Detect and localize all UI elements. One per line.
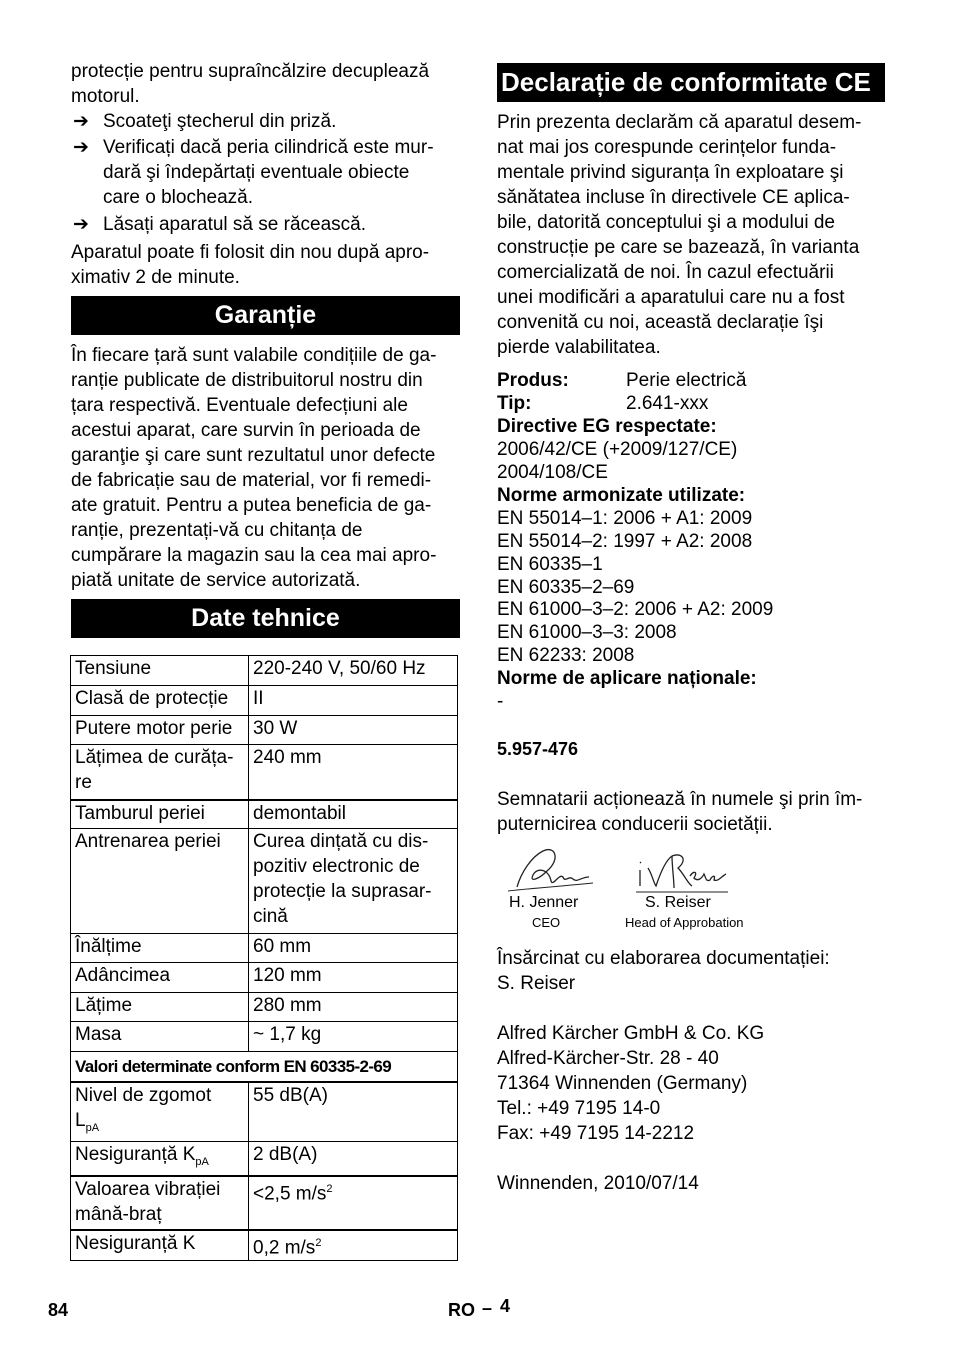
- page-number: 84: [48, 1300, 69, 1320]
- spec-key-subscript: pA: [195, 1155, 209, 1168]
- spec-value-text: 55 dB(A): [253, 1085, 328, 1106]
- spec-key: [71, 829, 249, 934]
- spec-key-text: Lățimea de curăța-: [75, 747, 234, 768]
- body-line: ximativ 2 de minute.: [71, 267, 240, 288]
- garantie-heading-text: Garanție: [214, 301, 317, 329]
- reiser-signature-icon: [632, 850, 732, 895]
- norme-line: EN 62233: 2008: [497, 645, 635, 666]
- address-line: Fax: +49 7195 14-2212: [497, 1123, 695, 1144]
- spec-value: [249, 829, 458, 934]
- spec-key-text: Valoarea vibrației: [75, 1178, 221, 1200]
- spec-key-text: Putere motor perie: [75, 718, 233, 739]
- body-line: Aparatul poate fi folosit din nou după apro-: [71, 242, 430, 263]
- garantie-line: cumpărare la magazin sau la cea mai apro-: [71, 545, 437, 566]
- spec-key: [71, 1022, 249, 1052]
- garantie-heading: [71, 296, 460, 335]
- address-line: Alfred-Kärcher-Str. 28 - 40: [497, 1048, 719, 1069]
- spec-key-text: Masa: [75, 1024, 122, 1045]
- ce-heading: [497, 63, 885, 102]
- table-row: [71, 686, 458, 716]
- garantie-line: țara respectivă. Eventuale defecțiuni ale: [71, 395, 408, 416]
- intro-line: protecție pentru supraîncălzire decuplează: [71, 61, 430, 82]
- spec-value: [249, 745, 458, 800]
- signer1-role: CEO: [532, 915, 561, 930]
- spec-value-text: 30 W: [253, 718, 298, 739]
- garantie-line: acestui aparat, care survin în perioada de: [71, 420, 421, 441]
- arrow-icon: ➔: [73, 111, 89, 132]
- spec-value-superscript: 2: [315, 1236, 322, 1249]
- signers-line: puternicirea conducerii societății.: [497, 814, 773, 835]
- nationale-label: Norme de aplicare naționale:: [497, 668, 757, 689]
- norme-line: EN 61000–3–3: 2008: [497, 622, 677, 643]
- table-row: [71, 963, 458, 993]
- spec-key-text: Nivel de zgomot: [75, 1085, 212, 1106]
- spec-key-text: re: [75, 772, 92, 793]
- table-row: [71, 745, 458, 800]
- ce-line: Prin prezenta declarăm că aparatul desem-: [497, 112, 862, 133]
- spec-value-superscript: 2: [326, 1182, 333, 1195]
- produs-label: Produs:: [497, 370, 569, 391]
- spec-value-text: protecție la suprasar-: [253, 881, 432, 902]
- signers-line: Semnatarii acționează în numele şi prin îm-: [497, 789, 863, 810]
- garantie-line: ranție, prezentați-vă cu chitanța de: [71, 520, 363, 541]
- ce-line: nat mai jos corespunde cerințelor funda-: [497, 137, 837, 158]
- spec-value-text: 120 mm: [253, 965, 322, 986]
- spec-value-text: 220-240 V, 50/60 Hz: [253, 658, 426, 679]
- spec-value: [249, 800, 458, 829]
- spec-key: [71, 716, 249, 745]
- spec-key-text: Înălțime: [75, 936, 142, 957]
- garantie-line: ate gratuit. Pentru a putea beneficia de ga-: [71, 495, 432, 516]
- garantie-line: piată unitate de service autorizată.: [71, 570, 361, 591]
- spec-key-text: Nesiguranță K: [75, 1232, 196, 1254]
- table-row: [71, 993, 458, 1022]
- spec-value-text: 0,2 m/s: [253, 1236, 316, 1258]
- table-row: [71, 1230, 458, 1261]
- table-row: [71, 1176, 458, 1230]
- ce-heading-text: Declarație de conformitate CE: [501, 67, 871, 97]
- directive-line: 2004/108/CE: [497, 462, 608, 483]
- table-row: [71, 656, 458, 686]
- spec-value: [249, 1230, 458, 1261]
- tip-value: 2.641-xxx: [626, 393, 709, 414]
- spec-value-text: Curea dințată cu dis-: [253, 831, 429, 852]
- spec-key: [71, 656, 249, 686]
- table-row: [71, 800, 458, 829]
- table-row: [71, 1141, 458, 1175]
- norme-line: EN 55014–1: 2006 + A1: 2009: [497, 508, 753, 529]
- date-tehnice-heading-text: Date tehnice: [191, 604, 340, 632]
- spec-key-text: Adâncimea: [75, 965, 171, 986]
- jenner-signature-icon: [503, 843, 598, 898]
- spec-key: [71, 800, 249, 829]
- spec-key: [71, 934, 249, 963]
- spec-value-text: 240 mm: [253, 747, 322, 768]
- ce-line: bile, datorită conceptului şi a modului de: [497, 212, 835, 233]
- spec-key: [71, 745, 249, 800]
- ce-line: unei modificări a aparatului care nu a fost: [497, 287, 845, 308]
- ce-line: mentale privind siguranța în exploatare şi: [497, 162, 844, 183]
- table-row: [71, 716, 458, 745]
- spec-value: [249, 1082, 458, 1141]
- date-tehnice-heading: [71, 599, 460, 638]
- norme-line: EN 60335–1: [497, 554, 603, 575]
- spec-key-text: Tamburul periei: [75, 802, 205, 824]
- spec-key: [71, 993, 249, 1022]
- spec-value-text: cină: [253, 906, 288, 927]
- spec-key-text: Tensiune: [75, 658, 152, 679]
- place-date: Winnenden, 2010/07/14: [497, 1173, 699, 1194]
- arrow-icon: ➔: [73, 214, 89, 235]
- footer-section-number: 4: [500, 1296, 511, 1316]
- spec-value: [249, 686, 458, 716]
- spec-value-text: II: [253, 688, 264, 709]
- responsible-line: Însărcinat cu elaborarea documentației:: [497, 948, 830, 969]
- tip-label: Tip:: [497, 393, 532, 414]
- spec-value: [249, 1141, 458, 1175]
- bullet-line: care o blochează.: [103, 187, 253, 208]
- doc-number: 5.957-476: [497, 739, 579, 759]
- address-line: Tel.: +49 7195 14-0: [497, 1098, 661, 1119]
- spec-key: [71, 1176, 249, 1230]
- bullet-line: Verificați dacă peria cilindrică este mur-: [103, 137, 434, 158]
- intro-line: motorul.: [71, 86, 140, 107]
- spec-value-text: 60 mm: [253, 936, 312, 957]
- spec-value: [249, 963, 458, 993]
- ce-line: sănătatea incluse în directivele CE aplica-: [497, 187, 850, 208]
- signer1-name: H. Jenner: [509, 894, 579, 911]
- norme-line: EN 60335–2–69: [497, 577, 635, 598]
- spec-key-text: mână-braț: [75, 1203, 162, 1225]
- spec-value-text: 2 dB(A): [253, 1143, 318, 1165]
- spec-value-text: pozitiv electronic de: [253, 856, 420, 877]
- norme-line: EN 55014–2: 1997 + A2: 2008: [497, 531, 753, 552]
- spec-value-text: demontabil: [253, 802, 346, 824]
- responsible-line: S. Reiser: [497, 973, 576, 994]
- spec-value: [249, 656, 458, 686]
- garantie-line: ranție publicate de distribuitorul nostru din: [71, 370, 423, 391]
- signer2-role: Head of Approbation: [625, 915, 744, 930]
- spec-value: [249, 993, 458, 1022]
- table-row: [71, 1022, 458, 1052]
- footer-dash: –: [482, 1298, 493, 1318]
- spec-key: [71, 963, 249, 993]
- garantie-line: În fiecare țară sunt valabile condițiile de ga-: [71, 345, 437, 366]
- spec-value: [249, 1022, 458, 1052]
- address-line: Alfred Kärcher GmbH & Co. KG: [497, 1023, 765, 1044]
- norme-line: EN 61000–3–2: 2006 + A2: 2009: [497, 599, 774, 620]
- spec-table: [70, 655, 458, 1261]
- table-section-row: [71, 1052, 458, 1083]
- produs-value: Perie electrică: [626, 370, 747, 391]
- signer2-name: S. Reiser: [645, 894, 711, 911]
- ce-line: convenită cu noi, această declarație îşi: [497, 312, 824, 333]
- spec-key-text: Lățime: [75, 995, 133, 1016]
- spec-key-subscript: pA: [85, 1121, 100, 1134]
- spec-value-text: ~ 1,7 kg: [253, 1024, 322, 1045]
- footer-lang: RO: [448, 1300, 475, 1320]
- spec-key-text: Antrenarea periei: [75, 831, 221, 852]
- spec-value-text: 280 mm: [253, 995, 322, 1016]
- directive-label: Directive EG respectate:: [497, 416, 717, 437]
- spec-value: [249, 1176, 458, 1230]
- arrow-icon: ➔: [73, 137, 89, 158]
- table-row: [71, 934, 458, 963]
- table-row: [71, 829, 458, 934]
- spec-key: [71, 1141, 249, 1175]
- bullet-line: Lăsați aparatul să se răcească.: [103, 214, 366, 235]
- table-section-title: Valori determinate conform EN 60335-2-69: [71, 1052, 458, 1083]
- address-line: 71364 Winnenden (Germany): [497, 1073, 748, 1094]
- garantie-line: de fabricație sau de material, vor fi remedi-: [71, 470, 432, 491]
- spec-value: [249, 716, 458, 745]
- ce-line: pierde valabilitatea.: [497, 337, 661, 358]
- bullet-line: Scoateţi ştecherul din priză.: [103, 111, 337, 132]
- bullet-line: dară şi îndepărtați eventuale obiecte: [103, 162, 410, 183]
- spec-value: [249, 934, 458, 963]
- garantie-line: garanţie şi care sunt rezultatul unor defecte: [71, 445, 436, 466]
- spec-key-text: Nesiguranță K: [75, 1143, 196, 1165]
- ce-line: construcție pe care se bazează, în varianta: [497, 237, 860, 258]
- spec-key-text: L: [75, 1110, 86, 1131]
- spec-key: [71, 1230, 249, 1261]
- spec-key: [71, 686, 249, 716]
- spec-key-text: Clasă de protecție: [75, 688, 229, 709]
- spec-key: [71, 1082, 249, 1141]
- table-row: [71, 1082, 458, 1141]
- directive-line: 2006/42/CE (+2009/127/CE): [497, 439, 738, 460]
- ce-line: comercializată de noi. În cazul efectuării: [497, 262, 834, 283]
- norme-label: Norme armonizate utilizate:: [497, 485, 746, 506]
- spec-value-text: <2,5 m/s: [253, 1182, 327, 1204]
- nationale-value: -: [497, 691, 504, 712]
